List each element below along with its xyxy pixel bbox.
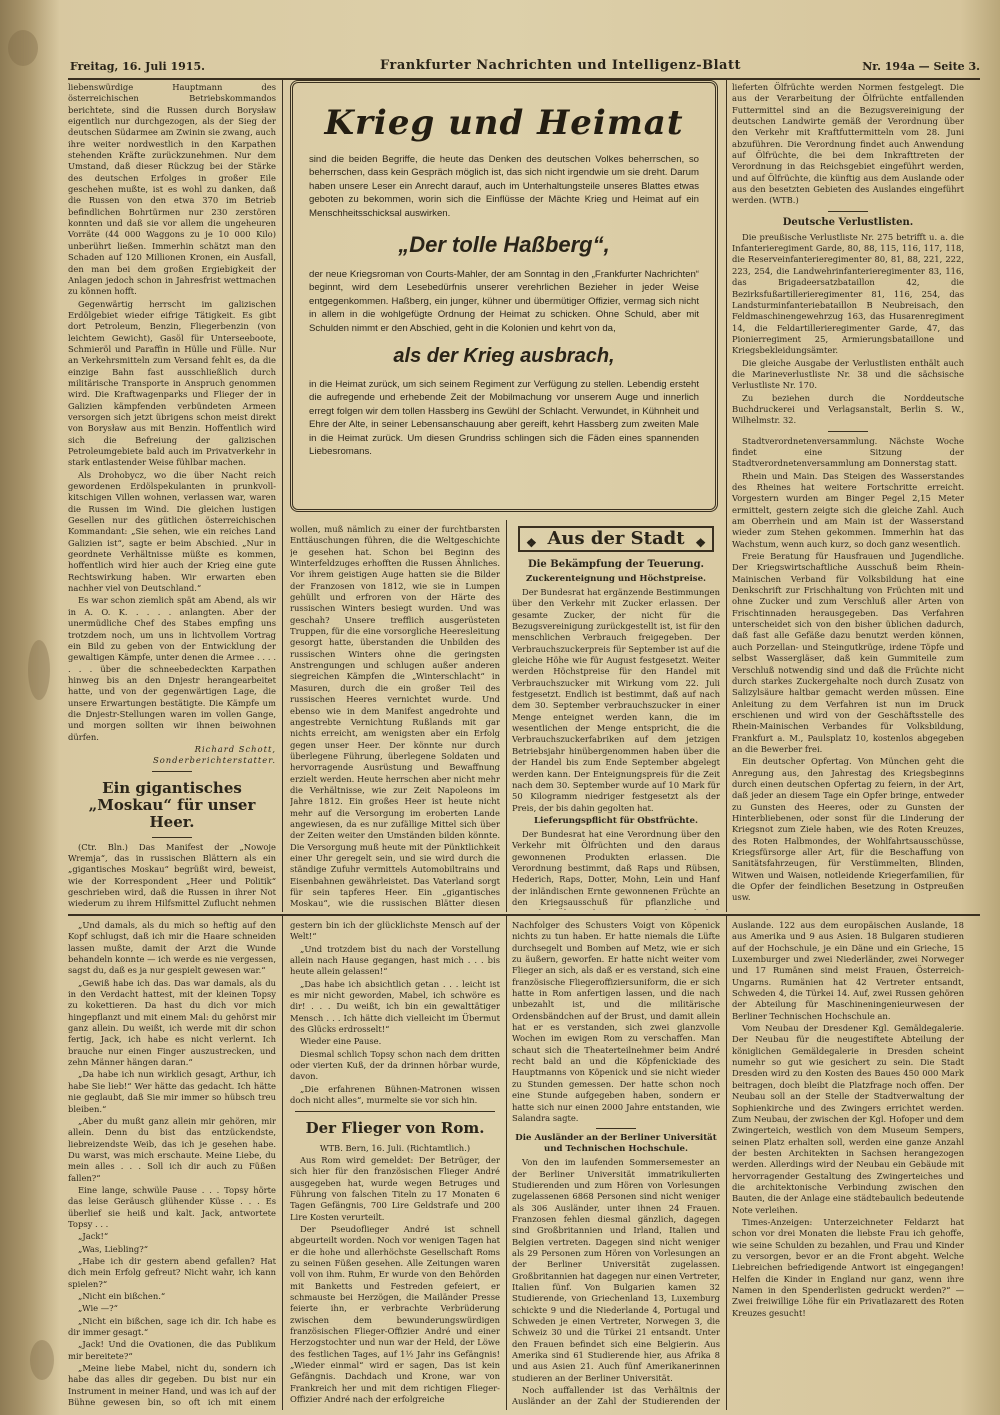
- headline-flieger: Der Flieger von Rom.: [305, 1118, 485, 1137]
- article-column-4-bottom: [732, 920, 964, 1408]
- divider: [828, 211, 868, 212]
- page-header: [70, 58, 980, 76]
- author-signature: Richard Schott, Sonderberichterstatter.: [153, 743, 276, 766]
- page-number: Nr. 194a — Seite 3.: [862, 60, 980, 73]
- headline-teuerung: Die Bekämpfung der Teuerung.: [527, 559, 705, 570]
- divider: [152, 837, 192, 838]
- paragraph: „Und trotzdem bist du nach der Vorstellung allein nach Hause gegangen, hast mich . . . bis heute allein gelassen!“: [290, 943, 500, 977]
- masthead-title: Frankfurter Nachrichten und Intelligenz-Blatt: [380, 58, 741, 73]
- paragraph: Auslande. 122 aus dem europäischen Auslande, 18 aus Amerika und 9 aus Asien. 18 Bulgaren studieren auf der Hochschule, je ein Däne und ein Grieche, 15 Luxemburger und zwei Niederländer, zwei Norweger und 17 Rumänen sind meist Frauen, Österreich-Ungarns. Rumänien hat 42 Vertreter entsandt, Schweden 4, die Türkei 14. Auf, zwei Russen gehören der Abteilung für Maschineningenieurwesen der Berliner Technischen Hochschule an.: [732, 920, 964, 1021]
- paper-damage: [28, 640, 50, 700]
- section-title: Aus der Stadt: [547, 528, 685, 549]
- paragraph: „Und damals, als du mich so heftig auf den Kopf schlugst, daß ich mir die Haare schneiden lassen mußte, damit der Arzt die Wunde behandeln konnte — ich werde es nie vergessen, sagst du, daß es ja nur gespielt gewesen war.“: [68, 920, 276, 976]
- column-rule: [282, 80, 283, 912]
- paragraph: Die gleiche Ausgabe der Verlustlisten enthält auch die Marineverlustliste Nr. 38 und die sächsische Verlustliste Nr. 170.: [732, 357, 964, 391]
- paragraph: „Aber du mußt ganz allein mir gehören, mir allein. Denn du bist das entzückendste, liebreizendste Weib, das ich je gesehen habe. Du warst, was mich erschaute. Meine Liebe, du mein alles . . . Soll ich dir auch zu Füßen fallen?“: [68, 1115, 276, 1183]
- column-rule: [506, 520, 507, 912]
- divider: [596, 1128, 636, 1129]
- paragraph: Stadtverordnetenversammlung. Nächste Woche findet eine Sitzung der Stadtverordnetenversammlung am Donnerstag statt.: [732, 435, 964, 469]
- paragraph: Times-Anzeigen: Unterzeichneter Feldarzt hat schon vor drei Monaten die liebste Frau ich gehoffe, wie seine Schulden zu bezahlen, und Frau und Kinder zu versorgen, bevor er an die Front abgeht. Welche Liebreichen befriedigende Antwort ist eingegangen! Helfen die Kinder in England nur ganz, wenn ihre Namen in den Spenderlisten gedruckt werden?“ — Zwei freiwillige Löhe für ein Privatlazarett des Roten Kreuzes gesucht!: [732, 1216, 964, 1318]
- paragraph: „Was, Liebling?“: [78, 1243, 148, 1254]
- column-rule: [726, 916, 727, 1410]
- paragraph: „Meine liebe Mabel, nicht du, sondern ich habe das alles dir gegeben. Du bist nur ein Instrument in meiner Hand, und was ich auf der Bühne gewesen bin, so oft ich mit einem: [68, 1363, 276, 1408]
- article-column-3: [512, 524, 720, 910]
- paragraph: „Da habe ich nun wirklich gesagt, Arthur, ich habe Sie lieb!“ Wer hätte das gedacht. Ich hätte nie geglaubt, daß Sie mir immer so hübsch treu bleiben.“: [68, 1069, 276, 1114]
- article-column-4: [732, 82, 964, 910]
- article-column-3-bottom: [512, 920, 720, 1408]
- divider: [828, 431, 868, 432]
- subheadline-obst: Lieferungspflicht für Obstfrüchte.: [534, 815, 698, 826]
- paper-damage: [8, 30, 38, 66]
- section-rule: [68, 914, 980, 916]
- paragraph: Aus Rom wird gemeldet: Der Betrüger, der sich hier für den französischen Flieger André ausgegeben hat, wurde wegen Betruges und Führung von falschen Titeln zu 17 Monaten 6 Tagen Gefängnis, 700 Lire Geldstrafe und 200 Lire Kosten verurteilt.: [290, 1154, 500, 1222]
- column-rule: [726, 80, 727, 912]
- headline-moskau: Ein gigantisches „Moskau“ für unser Heer.: [88, 778, 256, 831]
- paragraph: lieferten Ölfrüchte werden Normen festgelegt. Die aus der Verarbeitung der Ölfrüchte entfallenden Futtermittel sind an die Bezugsvereinigung der deutschen Landwirte gemäß der Verordnung über den Verkehr mit Kraftfuttermitteln vom 28. Juni abzuführen. Die Verordnung findet auch Anwendung auf Ölfrüchte, die bei dem Inkrafttreten der Verordnung in das Reichsgebiet eingeführt werden, und auf Ölfrüchte, die künftig aus dem Auslande oder aus den besetzten Gebieten des Auslandes eingeführt werden. (WTB.): [732, 82, 964, 206]
- paragraph: „Die erfahrenen Bühnen-Matronen wissen doch nicht alles“, murmelte sie vor sich hin.: [290, 1083, 500, 1106]
- subheadline-zucker: Zuckerenteignung und Höchstpreise.: [525, 574, 707, 584]
- paragraph: Vom Neubau der Dresdener Kgl. Gemäldegalerie. Der Neubau für die neugestiftete Abteilung der königlichen Gemäldegalerie in Dresden scheint numehr so gut wie gesichert zu sein. Die Stadt Dresden wird zu den Kosten des Baues 450 000 Mark beitragen, doch bleibt die Platzfrage noch offen. Der Neubau soll an der Stelle der Stadtverwaltung der Sophienkirche und des Zwingers errichtet werden. Zum Neubau, der zwischen der Kgl. Hofoper und dem Zwingerteich, westlich von dem Museum Sempers, seinen Platz erhalten soll, werden eine ganze Anzahl der besten Architekten in Sachsen herangezogen werden. Allerdings wird der Neubau ein Gebäude mit hervorragender Gestaltung des Zwingerteiches und die architektonische Verbindung zwischen den Bauten, die der Anlage eine städtebaulich bedeutende Note verleihen.: [732, 1023, 964, 1215]
- paragraph: Der Pseudoflieger André ist schnell abgeurteilt worden. Noch vor wenigen Tagen hat er die hohe und allerhöchste Gesellschaft Roms zu seinen Füßen gesehen. Alle Zeitungen waren voll von ihm. Ruhm, Er wurde von den Behörden mit Banketts und Festreden gefeiert, er schmauste bei Herzögen, die Mailänder Presse feierte ihn, er verbrachte Verbrüderung zwischen dem bewunderungswürdigen französischen Flieger-Offizier André und einer Herzogstochter und nun war der Held, der Löwe des festlichen Tages, auf 1½ Jahr ins Gefängnis! „Wieder einmal“ wird er sagen, Das ist kein Gefängnis. Dachdach und Krone, war von Frankreich her und mit dem richtigen Flieger-Offizier André nach der erfolgreiche: [290, 1223, 500, 1405]
- feuilleton-column-1: [68, 920, 276, 1408]
- paragraph: Freie Beratung für Hausfrauen und Jugendliche. Der Kriegswirtschaftliche Ausschuß beim Rhein-Mainischen Verband für Volksbildung hat eine Denkschrift zur Frischhaltung von Früchten mit und ohne Zucker und zum Verschluß aller Arten von Frischtinnaden herausgegeben. Das Verfahren unterscheidet sich von den bisher üblichen dadurch, daß fast alle Gefäße dazu benutzt werden können, auch Porzellan- und Steingutkrüge, irdene Töpfe und selbst Wassergläser, daß kein Gummiteile zum Verschluß notwendig sind und daß die Früchte nicht durch starkes Zuckergehalte noch durch Zusatz von Salizylsäure haltbar gemacht werden müssen. Eine Anleitung zu dem Verfahren ist nun im Druck erschienen und wird von der Geschäftsstelle des Rhein-Mainischen Verbandes für Volksbildung, Frankfurt a. M., Paulsplatz 10, kostenlos abgegeben an die Bewerber frei.: [732, 551, 964, 754]
- paragraph: Rhein und Main. Das Steigen des Wasserstandes des Rheines hat weitere Fortschritte erreicht. Vorgestern wurden am Binger Pegel 2,15 Meter ermittelt, gestern zeigte sich die gleiche Zahl. Auch am Oberrhein und am Main ist der Wasserstand wieder zum Stehen gekommen. Immerhin hat das Wachstum, wenn auch kurz, so doch ganz wesentlich.: [732, 470, 964, 549]
- paragraph: gestern bin ich der glücklichste Mensch auf der Welt!“: [290, 920, 500, 942]
- paragraph: „Nicht ein bißchen, sage ich dir. Ich habe es dir immer gesagt.“: [68, 1315, 276, 1338]
- article-column-2: [290, 524, 500, 910]
- paragraph: „Nicht ein bißchen.“: [78, 1291, 166, 1301]
- headline-universitaet: Die Ausländer an der Berliner Universität und Technischen Hochschule.: [515, 1133, 717, 1155]
- ornament-icon: ❖: [526, 536, 537, 550]
- paragraph: liebenswürdige Hauptmann des österreichischen Betriebskommandos berichtete, sind die Russen durch Borysław eigentlich nur durchgezogen, als der Sieg der deutschen Südarmee am Zwinin sie zwang, auch ihre weiter nordwestlich in den Karpathen stehenden Kräfte zurückzunehmen. Nur dem Umstand, daß dieser Rückzug bei der Stärke des deutschen Erfolges in großer Eile geschehen mußte, ist es wohl zu danken, daß die Russen von den etwa 370 im Betrieb befindlichen Bohrtürmen nur 230 zerstören konnten und daß sie vor allem die ungeheuren Vorräte (44 000 Waggons zu je 10 000 Kilo) unberührt ließen. Immerhin schätzt man den Schaden auf 120 Millionen Kronen, ein Ausfall, den man bei dem großen Ergiebigkeit der Anlagen jedoch schon in Jahresfrist wettmachen zu können hofft.: [68, 82, 276, 297]
- paragraph: Zu beziehen durch die Norddeutsche Buchdruckerei und Verlagsanstalt, Berlin S. W., Wilhelmstr. 32.: [732, 392, 964, 426]
- paragraph: Ein deutscher Opfertag. Von München geht die Anregung aus, den Jahrestag des Kriegsbeginns durch einen deutschen Opfertag zu feiern, in der Art, daß jeder an diesem Tage ein Opfer bringe, entweder zu Gunsten des Heeres, oder zu Gunsten der Hinterbliebenen, oder sonst für die Linderung der Kriegsnot zum Ziele haben, wie des Roten Kreuzes, des Roten Halbmondes, der Wohlfahrtsausschüsse, Kriegsfürsorge aller Art, für die Beschaffung von Sanitätsfahrzeugen, für Verstümmelten, Blinden, Witwen und Waisen, notleidende Kriegerfamilien, für die Opfer der feindlichen Besetzung in Ostpreußen usw.: [732, 756, 964, 903]
- article-column-1: [68, 82, 276, 910]
- paragraph: Von den im laufenden Sommersemester an der Berliner Universität immatrikulierten Studierenden und zum Hören von Vorlesungen zugelassenen 6868 Personen sind nicht weniger als 306 Ausländer, unter ihnen 24 Frauen. Franzosen fehlen diesmal gänzlich, dagegen sind Großbritannien und Irland, Italien und Belgien vertreten. Dagegen sind nicht weniger als 29 Personen zum Hören von Vorlesungen an der Berliner Universität zugelassen. Großbritannien hat dagegen nur einen Vertreter, Italien fünf. Von Bulgarien kamen 32 Studierende, von Griechenland 13, Luxemburg schickte 9 und die Niederlande 4, Portugal und Schweden je einen Vertreter, Norwegen 3, die Schweiz 30 und die Türkei 21 entsandt. Unter den Frauen befindet sich eine Belgierin. Aus Amerika sind 61 Studierende hier, aus Afrika 8 und aus Asien 21. Auch fünf Amerikanerinnen studieren an der Berliner Universität.: [512, 1157, 720, 1383]
- paragraph: Als Drohobycz, wo die über Nacht reich gewordenen Erdölspekulanten in prunkvoll-kitschigen Villen wohnen, verlassen war, waren die Russen im Wind. Die gleichen lustigen Gesellen nur des gütlichen österreichischen Kommandant: „Sie sehen, wie ein reiches Land Galizien ist“, sagte er beim Abschied. „Nur in geordnete Verhältnisse müßte es kommen, hoffentlich wird hier auch der Krieg eine gute Rechtswirkung haben. Wir erwarten eben nachher viel von Deutschland.“: [68, 469, 276, 594]
- paragraph: (Ctr. Bln.) Das Manifest der „Nowoje Wremja“, das in russischen Blättern als ein „gigantisches Moskau“ begrüßt wird, beweist, wie der Korrespondent „Heer und Politik“ geschrieben wird, daß die Russen in ihrer Not wiederum zu ihrem Hilfsmittel Zuflucht nehmen: [68, 841, 276, 909]
- ad-outro: in die Heimat zurück, um sich seinem Regiment zur Verfügung zu stellen. Lebendig ersteht die aufregende und erhebende Zeit der Mobilmachung vor unserem Auge und innerlich erregt folgen wir dem tollen Hassberg ins Gewühl der Schlacht. Verwundet, in Kühnheit und Ehre der Alte, in seiner Lebensanschauung aber gereift, kehrt Hassberg zum zweiten Male in die Heimat zurück. Um diesen Grundriss schlingen sich die Fäden eines spannenden Liebesromans.: [309, 379, 699, 458]
- ad-war-line: als der Krieg ausbrach,: [393, 345, 615, 368]
- paragraph: Diesmal schlich Topsy schon nach dem dritten oder vierten Kuß, der da drinnen hörbar wurde, davon.: [290, 1048, 500, 1082]
- novel-advertisement: [290, 80, 718, 512]
- paper-damage: [30, 1340, 54, 1380]
- ad-middle: der neue Kriegsroman von Courts-Mahler, der am Sonntag in den „Frankfurter Nachrichten“ beginnt, wird dem Lesebedürfnis unserer verehrlichen Bezieher in jeder Weise entgegenkommen. Haßberg, ein junger, kühner und übermütiger Offizier, vermag sich nicht in allem in die wohlgefügte Ordnung der Heimat zu schicken. Ohne Schuld, aber mit Schulden nimmt er den Abschied, geht in die Kolonien und kehrt von da,: [309, 269, 699, 334]
- paragraph: Gegenwärtig herrscht im galizischen Erdölgebiet wieder eifrige Tätigkeit. Es gibt dort Petroleum, Benzin, Fliegerbenzin (von leichtem Gewicht), Gasöl für Unterseeboote, Schmieröl und Paraffin in Hülle und Fülle. Nur an Verkehrsmitteln zum Versand fehlt es, da die einzige Bahn fast ausschließlich durch militärische Transporte in Anspruch genommen wird. Die Kraftwagenparks und Flieger der in Galizien kämpfenden verbündeten Armeen versorgen sich jetzt übrigens schon meist direkt von Borysław aus mit Benzin. Hoffentlich wird sich die Befreiung der galizischen Petroleumgebiete bald auch im Privatverkehr in stark entlastender Weise fühlbar machen.: [68, 298, 276, 468]
- paragraph: Nachfolger des Schusters Voigt von Köpenick nichts zu tun haben. Er hatte niemals die Lüfte durchsegelt und Bomben auf Metz, wie er sich zu äußern, geworfen. Er hatte nicht weiter vom Flieger an sich, als daß er es verstand, sich eine französische Fliegeroffiziersuniform, die er sich hatte in Rom anfertigen lassen, und die nach unbezahlt ist, und die militärische Ordensbändchen auf der Brust, und damit allein hat er es verstanden, sich zwei glanzvolle Wochen im ewigen Rom zu verschaffen. Man schaut sich die Theaterteilnehmer beim André recht bald an und die Köpfenickiade des Hauptmanns von Köpenick und sie nicht wieder zu Stunden gemessen. Der hatte schon noch eine Stunde aufgegeben haben, sondern er hatte sich nur einen 2000 Jahre entstanden, wie Salandra sagte.: [512, 920, 720, 1123]
- paragraph: Der Bundesrat hat eine Verordnung über den Verkehr mit Ölfrüchten und den daraus gewonnenen Produkten erlassen. Die Verordnung bestimmt, daß Raps und Rübsen, Hederich, Raps, Dotter, Mohn, Lein und Hanf der inländischen Ernte gewonnenen Früchte an den Kriegsausschuß für pflanzliche und: [512, 828, 720, 907]
- paragraph: „Das habe ich absichtlich getan . . . leicht ist es mir nicht geworden, Mabel, ich schwöre es dir! . . . Du weißt, ich bin ein gewalttätiger Mensch . . . Ich hätte dich vielleicht im Übermut des Glücks erdrosselt!“: [290, 978, 500, 1035]
- paragraph: Die preußische Verlustliste Nr. 275 betrifft u. a. die Infanterieregiment Garde, 80, 88, 115, 116, 117, 118, die Reserveinfanterieregimenter 80, 81, 88, 221, 222, 223, 254, die Landwehrinfanterieregimenter 83, 116, das Brigadeersatzbataillon 42, die Bezirksfußartillerieregimenter 81, 116, 254, das Landsturminfanteriebataillon B Neubreisach, den Feldmaschinengewehrzug 163, das Husarenregiment 14, die Feldartillerieregimenter Garde, 47, das Pionierregiment 25, Armierungsbataillone und Kriegsbekleidungsämter.: [732, 231, 964, 356]
- paragraph: Noch auffallender ist das Verhältnis der Ausländer an der Zahl der Studierenden der: [512, 1385, 720, 1407]
- dateline: WTB. Bern, 16. Juli. (Richtamtlich.): [319, 1142, 471, 1153]
- paragraph: „Habe ich dir gestern abend gefallen? Hat dich mein Erfolg gefreut? Nicht wahr, ich kann spielen?“: [68, 1255, 276, 1289]
- headline-verlustlisten: Deutsche Verlustlisten.: [782, 216, 914, 228]
- header-date: Freitag, 16. Juli 1915.: [70, 60, 205, 73]
- paragraph: wollen, muß nämlich zu einer der furchtbarsten Enttäuschungen führen, die die Weltgeschichte je gesehen hat. Schon bei Beginn des Winterfeldzuges erhofften die Russen Ähnliches. Vor ihrem geistigen Auge hatten sie die Bilder der Franzosen von 1812, wie sie in Lumpen gehüllt und erfroren von der Härte des russischen Winters besiegt wurden. Und was geschah? Unsere trefflich ausgerüsteten Truppen, für die eine vorsorgliche Heeresleitung gesorgt hatte, überstanden die Unbilden des russischen Winters ohne die geringsten Anstrengungen und schlugen außer anderen siegreichen Kämpfen die „Winterschlacht“ in Masuren, durch die ein großer Teil des russischen Heeres vernichtet wurde. Und ebenso wie in dem Manifest angedrohte und angestrebte Vernichtung Rußlands mit gar nichts erreicht, am wenigsten aber ein Erfolg gegen unser Heer. Der könnte nur durch überlegene Führung, überlegene Soldaten und hervorragende Ausrüstung und Bewaffnung erzielt werden. Heute herrschen aber nicht mehr die Verhältnisse, wie zur Zeit Napoleons im Jahre 1812. Ein großes Heer ist heute nicht mehr auf die Versorgung im eroberten Lande angewiesen, da es nur zufällige Mittel sich über der Zeiten weiter den Umständen bilden könnte. Die Versorgung muß heute mit der Pünktlichkeit einer Uhr geregelt sein, und sie wird durch die ständige Zufuhr vermittels Automobiltrains und Eisenbahnen gewährleistet. Das Vaterland sorgt für sein tapferes Heer. Ein „gigantisches Moskau“, wie die russischen Blätter diesen: [290, 524, 500, 909]
- divider: [152, 771, 192, 772]
- paragraph: Eine lange, schwüle Pause . . . Topsy hörte das leise Geräusch glühender Küsse . . . Es überlief sie heiß und kalt. Jack, antwortete Topsy . . .: [68, 1184, 276, 1229]
- ad-intro: sind die beiden Begriffe, die heute das Denken des deutschen Volkes beherrschen, so beherrschen, dass kein Gespräch möglich ist, das sich nicht irgendwie um sie dreht. Darum haben unsere Leser ein Anrecht darauf, auch im Unterhaltungsteile unseres Blattes etwas geboten zu bekommen, worin sich die Einflüsse der Mächte Krieg und Heimat auf ein Menschheitsschicksal auswirken.: [309, 154, 699, 219]
- section-banner-city: [518, 526, 714, 552]
- ad-novel-title: „Der tolle Haßberg“,: [398, 232, 610, 258]
- ad-title: Krieg und Heimat: [324, 103, 684, 143]
- ornament-icon: ❖: [695, 536, 706, 550]
- paragraph: Es war schon ziemlich spät am Abend, als wir in A. O. K. . . . . anlangten. Aber der unermüdliche Chef des Stabes empfing uns trotzdem noch, um uns in lichtvollem Vortrag ein Bild zu geben von der Entwicklung der gewaltigen Kämpfe, unter denen die Armee . . . . . . . über die schneebedeckten Karpathen hinweg bis an den Dnjestr herangearbeitet hatte, und von der gegenwärtigen Lage, die unsere Erwartungen bestätigte. Die Kämpfe um die Dnjestr-Stellungen waren im vollen Gange, und morgen sollten wir ihnen beiwohnen dürfen.: [68, 595, 276, 742]
- paragraph: Der Bundesrat hat ergänzende Bestimmungen über den Verkehr mit Zucker erlassen. Der gesamte Zucker, der nicht für die Bezugsvereinigung zurückgestellt ist, ist für den menschlichen Verbrauch freigegeben. Der Verbrauchszuckerpreis für September ist auf die gleiche Höhe wie für August festgesetzt. Weiter werden Höchstpreise für den Handel mit Verbrauchszucker mit Wirkung vom 22. Juli festgesetzt. Endlich ist bestimmt, daß auf nach dem 30. September verbrauchszucker in einer Menge enteignet werden kann, die im wesentlichen der Menge entspricht, die die Verbrauchszuckerfabriken auf dem jetzigen Betriebsjahr hinübergenommen haben über die der Handel bis zum Ende September abgelegt werden kann. Der Enteignungspreis für die Zeit nach dem 30. September wurde auf 10 Mark für 50 Kilogramm niedriger festgesetzt als der Preis, der bis dahin gegolten hat.: [512, 587, 720, 813]
- column-rule: [506, 916, 507, 1410]
- book-binding-shadow: [0, 0, 60, 1415]
- feuilleton-column-2: [290, 920, 500, 1408]
- paragraph: „Wie —?“: [78, 1303, 118, 1314]
- paragraph: „Jack! Und die Ovationen, die das Publikum mir bereitete?“: [68, 1339, 276, 1361]
- paragraph: „Gewiß habe ich das. Das war damals, als du in den Verdacht hattest, mit der kleinen Topsy zu kokettieren. Da hast du dich vor mich hingepflanzt und mit einem Mal: du gehörst mir ganz allein. Du weißt, ich werde mit dir schon fertig, Jack, ich habe es nicht verlernt. Ich brauche nur einen Finger auszustrecken, und zehn Männer hängen daran.“: [68, 977, 276, 1068]
- divider: [295, 1111, 495, 1112]
- column-rule: [282, 916, 283, 1410]
- paragraph: „Jack!“: [78, 1231, 109, 1242]
- paragraph: Wieder eine Pause.: [300, 1036, 382, 1047]
